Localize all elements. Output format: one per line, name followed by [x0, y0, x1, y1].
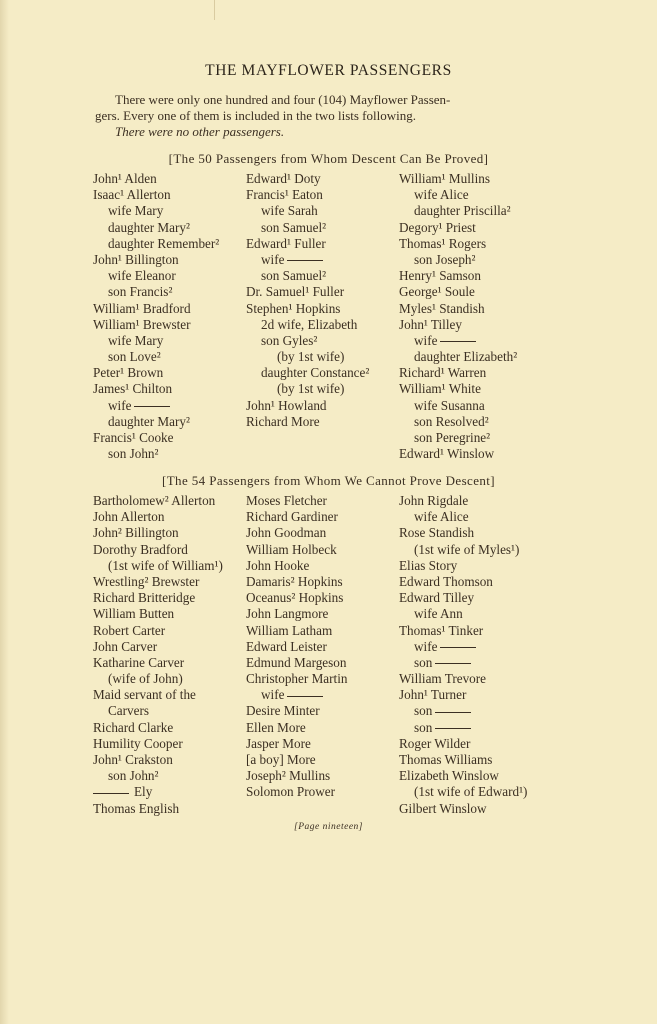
passenger-entry: daughter Mary² [108, 413, 190, 429]
passenger-entry: William Holbeck [246, 541, 337, 557]
passenger-entry: daughter Remember² [108, 235, 220, 251]
passenger-entry: Desire Minter [246, 703, 320, 719]
passenger-entry: Thomas¹ Rogers [399, 235, 487, 251]
passenger-entry: son John² [108, 768, 159, 784]
passenger-entry: Robert Carter [93, 622, 166, 638]
passenger-entry: Ellen More [246, 719, 306, 735]
passenger-entry: Richard Britteridge [93, 590, 196, 606]
passenger-entry: wife Eleanor [108, 268, 176, 284]
passenger-entry: Roger Wilder [399, 735, 471, 751]
passenger-entry: Moses Fletcher [246, 493, 327, 508]
passenger-entry: Jasper More [246, 735, 311, 751]
passenger-entry: John¹ Turner [399, 687, 467, 703]
passenger-entry: Wrestling² Brewster [93, 573, 200, 589]
passenger-entry: Thomas¹ Tinker [399, 622, 484, 638]
passenger-entry: Dr. Samuel¹ Fuller [246, 284, 345, 300]
passenger-entry: William Latham [246, 622, 333, 638]
passenger-entry: daughter Elizabeth² [414, 349, 518, 365]
passenger-entry: wife Mary [108, 203, 164, 219]
passenger-entry: Edward Thomson [399, 573, 493, 589]
passenger-entry: Carvers [108, 703, 150, 719]
passenger-entry: John¹ Howland [246, 397, 327, 413]
passenger-entry: Henry¹ Samson [399, 268, 481, 284]
passenger-entry: Francis¹ Eaton [246, 187, 323, 203]
passenger-entry: John Langmore [246, 606, 329, 622]
passenger-entry: 2d wife, Elizabeth [261, 316, 358, 332]
passenger-entry: John¹ Crakston [93, 752, 173, 767]
intro-paragraph [95, 92, 565, 140]
passenger-entry: (wife of John) [108, 671, 183, 687]
passenger-entry: Katharine Carver [93, 654, 185, 670]
passenger-entry: Francis¹ Cooke [93, 430, 174, 445]
passenger-entry: Isaac¹ Allerton [93, 187, 171, 203]
passenger-entry: Solomon Prower [246, 784, 336, 800]
passenger-entry: George¹ Soule [399, 284, 475, 300]
passenger-entry: Christopher Martin [246, 671, 348, 687]
passenger-entry: Maid servant of the [93, 687, 196, 703]
passenger-entry: Oceanus² Hopkins [246, 590, 344, 606]
passenger-entry: William¹ Bradford [93, 300, 191, 316]
passenger-entry: (1st wife of Myles¹) [414, 541, 520, 557]
passenger-entry: (1st wife of Edward¹) [414, 784, 528, 800]
passenger-entry: William¹ Brewster [93, 316, 191, 332]
passenger-entry: Peter¹ Brown [93, 365, 164, 381]
passenger-entry: John¹ Billington [93, 251, 179, 267]
page-title: THE MAYFLOWER PASSENGERS [205, 62, 452, 79]
unproved-passenger-list [93, 493, 559, 817]
passenger-entry: Elizabeth Winslow [399, 768, 499, 784]
passenger-entry: son Joseph² [414, 251, 476, 267]
passenger-entry: son Love² [108, 349, 161, 365]
passenger-entry: daughter Priscilla² [414, 203, 511, 219]
passenger-entry: son Peregrine² [414, 430, 491, 445]
passenger-entry: Thomas Williams [399, 752, 493, 767]
passenger-entry: Gilbert Winslow [399, 800, 487, 816]
passenger-entry: son Francis² [108, 284, 173, 300]
intro-line-2: gers. Every one of them is included in the two lists following. [95, 108, 416, 123]
passenger-entry: John¹ Tilley [399, 316, 462, 332]
passenger-entry: Edward¹ Fuller [246, 235, 326, 251]
passenger-entry: Richard More [246, 413, 320, 429]
passenger-entry: Dorothy Bradford [93, 541, 188, 557]
passenger-entry: William¹ Mullins [399, 171, 490, 186]
section-proved-heading: [The 50 Passengers from Whom Descent Can Be Proved] [168, 151, 489, 166]
passenger-entry: Elias Story [399, 557, 458, 573]
passenger-entry: wife [246, 687, 399, 703]
passenger-entry: Bartholomew² Allerton [93, 493, 216, 508]
passenger-entry: wife Sarah [261, 203, 318, 219]
passenger-entry: Rose Standish [399, 525, 475, 541]
passenger-entry: [a boy] More [246, 752, 316, 767]
passenger-entry: Edward Tilley [399, 590, 475, 606]
passenger-entry: John¹ Alden [93, 171, 157, 186]
passenger-entry: wife [399, 333, 559, 349]
passenger-entry: (by 1st wife) [277, 349, 345, 365]
passenger-entry: wife Susanna [414, 397, 485, 413]
passenger-entry: Edmund Margeson [246, 654, 347, 670]
passenger-entry: John Allerton [93, 509, 165, 525]
passenger-entry: (1st wife of William¹) [108, 557, 223, 573]
passenger-entry: son Samuel² [261, 268, 327, 284]
passenger-entry: wife [93, 398, 246, 414]
passenger-entry: Joseph² Mullins [246, 768, 331, 784]
passenger-entry: Humility Cooper [93, 735, 183, 751]
passenger-entry: son [399, 655, 559, 671]
passenger-entry: wife Mary [108, 332, 164, 348]
passenger-entry: son [399, 703, 559, 719]
page-number: [Page nineteen] [294, 822, 363, 832]
passenger-entry: William Butten [93, 606, 175, 622]
passenger-entry: Edward Leister [246, 638, 327, 654]
passenger-entry: Damaris² Hopkins [246, 573, 343, 589]
passenger-entry: Richard Gardiner [246, 509, 338, 525]
passenger-entry: Stephen¹ Hopkins [246, 300, 341, 316]
passenger-entry: wife [399, 639, 559, 655]
passenger-entry: daughter Mary² [108, 219, 190, 235]
passenger-entry: James¹ Chilton [93, 381, 173, 397]
passenger-entry: John Goodman [246, 525, 327, 541]
passenger-entry: Ely [93, 784, 246, 800]
passenger-entry: wife [246, 252, 399, 268]
section-unproved-heading: [The 54 Passengers from Whom We Cannot Prove Descent] [161, 473, 496, 488]
passenger-entry: Thomas English [93, 800, 180, 816]
passenger-entry: (by 1st wife) [277, 381, 345, 397]
passenger-entry: John Carver [93, 638, 158, 654]
proved-passenger-list [93, 171, 559, 462]
passenger-entry: wife Ann [414, 606, 463, 622]
passenger-entry: John Rigdale [399, 493, 469, 508]
passenger-entry: Degory¹ Priest [399, 219, 476, 235]
intro-line-3: There were no other passengers. [115, 124, 285, 139]
passenger-entry: Richard Clarke [93, 719, 174, 735]
passenger-entry: son Gyles² [261, 332, 318, 348]
passenger-entry: Edward¹ Winslow [399, 446, 495, 462]
intro-line-1: There were only one hundred and four (104) Mayflower Passen- [115, 92, 451, 107]
passenger-entry: William Trevore [399, 671, 487, 687]
passenger-entry: Myles¹ Standish [399, 300, 485, 316]
passenger-entry: son John² [108, 446, 159, 462]
page-mark [214, 0, 215, 20]
passenger-entry: wife Alice [414, 187, 469, 203]
passenger-entry: son Samuel² [261, 219, 327, 235]
passenger-entry: William¹ White [399, 381, 481, 397]
passenger-entry: John Hooke [246, 557, 310, 573]
passenger-entry: daughter Constance² [261, 365, 370, 381]
passenger-entry: Edward¹ Doty [246, 171, 321, 186]
passenger-entry: wife Alice [414, 509, 469, 525]
passenger-entry: Richard¹ Warren [399, 365, 487, 381]
passenger-entry: John² Billington [93, 525, 179, 541]
passenger-entry: son Resolved² [414, 413, 489, 429]
passenger-entry: son [399, 720, 559, 736]
